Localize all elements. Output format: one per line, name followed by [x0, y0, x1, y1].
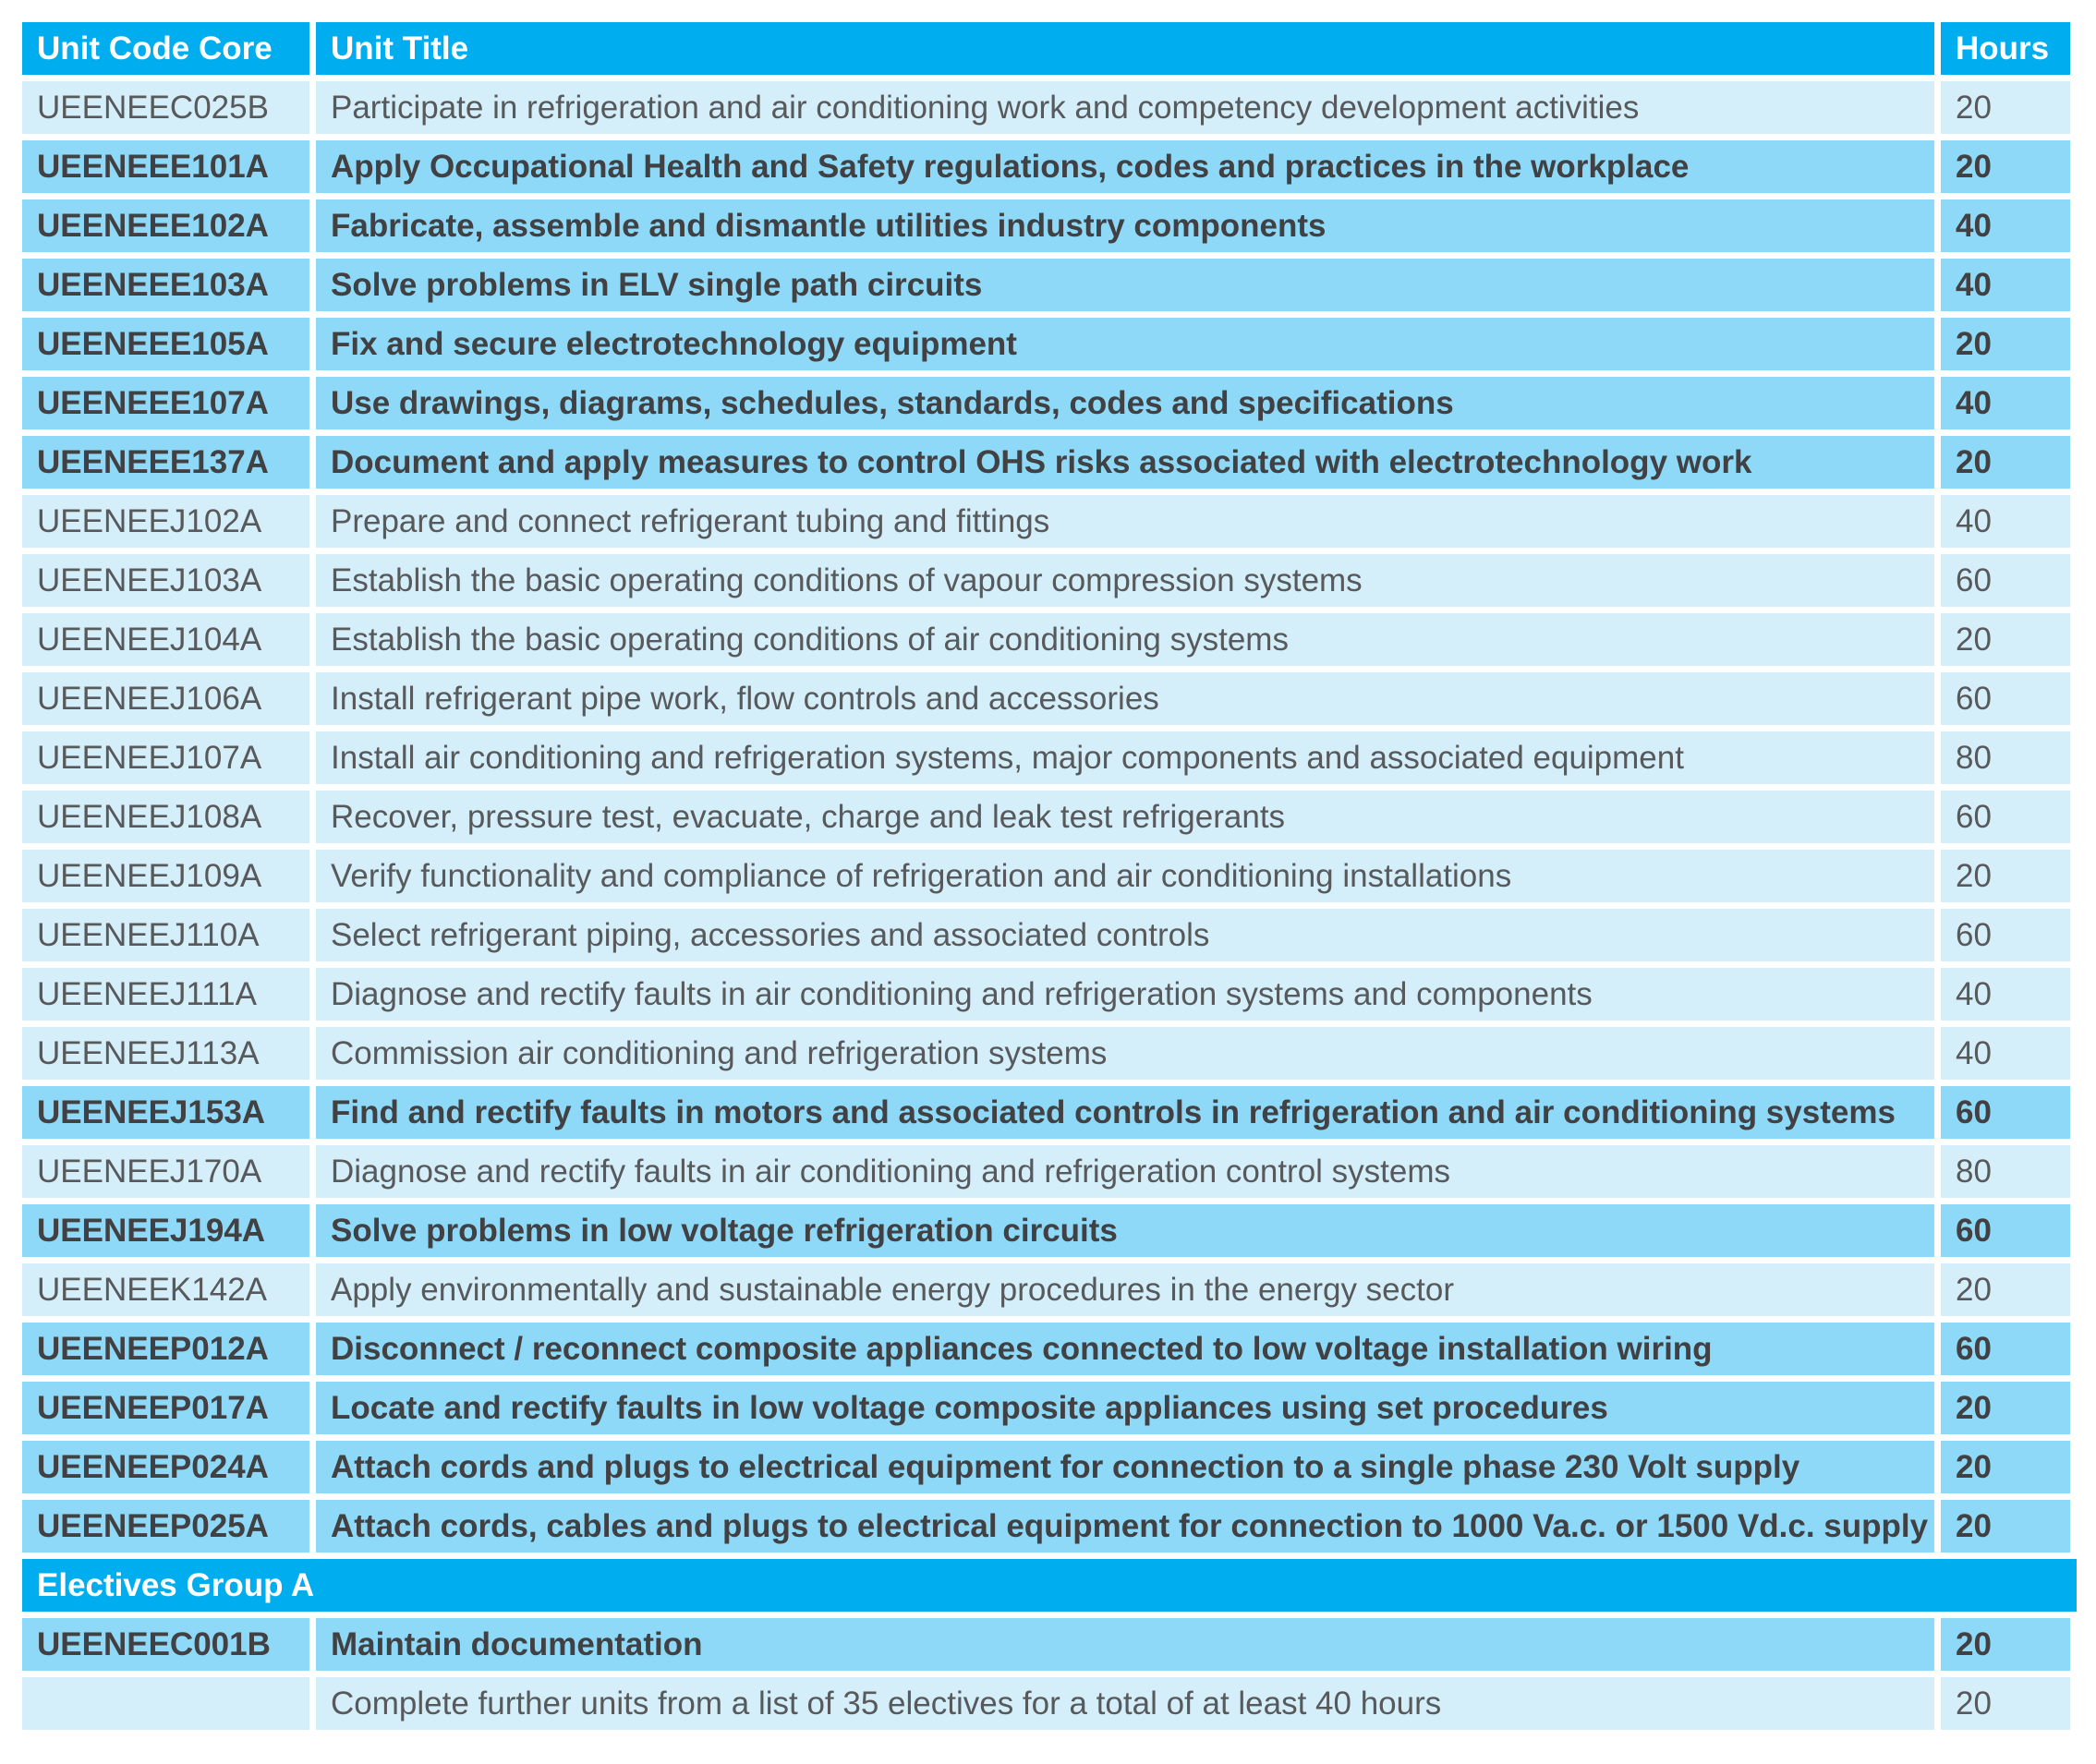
unit-title-cell: Use drawings, diagrams, schedules, standards, codes and specifications [316, 377, 1934, 429]
table-row [22, 259, 2077, 311]
hours-cell: 40 [1941, 495, 2070, 548]
hours-cell: 60 [1941, 791, 2070, 843]
elective-units [22, 1618, 2077, 1730]
hours-cell: 80 [1941, 1145, 2070, 1198]
table-row [22, 1441, 2077, 1493]
unit-title-cell: Apply environmentally and sustainable energy procedures in the energy sector [316, 1263, 1934, 1316]
unit-code-cell: UEENEEJ106A [22, 672, 309, 725]
unit-title-cell: Disconnect / reconnect composite appliances connected to low voltage installation wiring [316, 1323, 1934, 1375]
hours-cell: 20 [1941, 1677, 2070, 1730]
unit-title-cell: Commission air conditioning and refrigeration systems [316, 1027, 1934, 1080]
units-table [22, 22, 2077, 1730]
header-hours: Hours [1941, 22, 2070, 75]
header-unit-title: Unit Title [316, 22, 1934, 75]
hours-cell: 40 [1941, 199, 2070, 252]
table-row [22, 909, 2077, 961]
hours-cell: 60 [1941, 1323, 2070, 1375]
unit-code-cell: UEENEEJ113A [22, 1027, 309, 1080]
table-row [22, 140, 2077, 193]
unit-title-cell: Recover, pressure test, evacuate, charge and leak test refrigerants [316, 791, 1934, 843]
unit-code-cell: UEENEEJ103A [22, 554, 309, 607]
unit-title-cell: Maintain documentation [316, 1618, 1934, 1671]
table-row [22, 1145, 2077, 1198]
unit-title-cell: Document and apply measures to control OHS risks associated with electrotechnology work [316, 436, 1934, 489]
unit-title-cell: Select refrigerant piping, accessories and associated controls [316, 909, 1934, 961]
unit-title-cell: Verify functionality and compliance of refrigeration and air conditioning installations [316, 850, 1934, 902]
hours-cell: 20 [1941, 1263, 2070, 1316]
unit-code-cell: UEENEEP024A [22, 1441, 309, 1493]
table-row [22, 495, 2077, 548]
hours-cell: 40 [1941, 259, 2070, 311]
table-row [22, 436, 2077, 489]
table-row [22, 1263, 2077, 1316]
hours-cell: 60 [1941, 1086, 2070, 1139]
hours-cell: 20 [1941, 140, 2070, 193]
unit-title-cell: Fabricate, assemble and dismantle utilities industry components [316, 199, 1934, 252]
table-row [22, 1500, 2077, 1553]
unit-code-cell: UEENEEK142A [22, 1263, 309, 1316]
unit-code-cell: UEENEEE107A [22, 377, 309, 429]
hours-cell: 20 [1941, 1441, 2070, 1493]
hours-cell: 20 [1941, 613, 2070, 666]
unit-code-cell: UEENEEC001B [22, 1618, 309, 1671]
unit-code-cell: UEENEEC025B [22, 81, 309, 134]
table-row [22, 199, 2077, 252]
hours-cell: 20 [1941, 1500, 2070, 1553]
hours-cell: 20 [1941, 81, 2070, 134]
unit-code-cell: UEENEEP025A [22, 1500, 309, 1553]
electives-heading-row [22, 1559, 2077, 1612]
table-row [22, 81, 2077, 134]
hours-cell: 20 [1941, 436, 2070, 489]
unit-code-cell: UEENEEE101A [22, 140, 309, 193]
table-row [22, 1677, 2077, 1730]
unit-code-cell: UEENEEE105A [22, 318, 309, 370]
table-row [22, 791, 2077, 843]
unit-code-cell: UEENEEJ153A [22, 1086, 309, 1139]
table-row [22, 1618, 2077, 1671]
unit-title-cell: Diagnose and rectify faults in air conditioning and refrigeration systems and components [316, 968, 1934, 1021]
unit-code-cell: UEENEEE137A [22, 436, 309, 489]
table-row [22, 377, 2077, 429]
unit-code-cell: UEENEEE103A [22, 259, 309, 311]
unit-code-cell: UEENEEJ110A [22, 909, 309, 961]
unit-title-cell: Establish the basic operating conditions of air conditioning systems [316, 613, 1934, 666]
core-units [22, 81, 2077, 1553]
unit-title-cell: Establish the basic operating conditions of vapour compression systems [316, 554, 1934, 607]
unit-code-cell: UEENEEJ102A [22, 495, 309, 548]
hours-cell: 40 [1941, 1027, 2070, 1080]
unit-code-cell: UEENEEJ109A [22, 850, 309, 902]
unit-title-cell: Attach cords and plugs to electrical equipment for connection to a single phase 230 Volt supply [316, 1441, 1934, 1493]
table-row [22, 613, 2077, 666]
unit-code-cell: UEENEEJ104A [22, 613, 309, 666]
unit-title-cell: Complete further units from a list of 35 electives for a total of at least 40 hours [316, 1677, 1934, 1730]
hours-cell: 60 [1941, 909, 2070, 961]
table-row [22, 318, 2077, 370]
table-row [22, 968, 2077, 1021]
unit-code-cell: UEENEEE102A [22, 199, 309, 252]
table-row [22, 731, 2077, 784]
hours-cell: 20 [1941, 1382, 2070, 1434]
unit-title-cell: Apply Occupational Health and Safety regulations, codes and practices in the workplace [316, 140, 1934, 193]
unit-title-cell: Find and rectify faults in motors and associated controls in refrigeration and air conditioning systems [316, 1086, 1934, 1139]
table-row [22, 554, 2077, 607]
unit-title-cell: Install air conditioning and refrigeration systems, major components and associated equipment [316, 731, 1934, 784]
unit-title-cell: Locate and rectify faults in low voltage composite appliances using set procedures [316, 1382, 1934, 1434]
unit-title-cell: Solve problems in ELV single path circuits [316, 259, 1934, 311]
unit-code-cell: UEENEEP017A [22, 1382, 309, 1434]
unit-title-cell: Diagnose and rectify faults in air conditioning and refrigeration control systems [316, 1145, 1934, 1198]
table-row [22, 672, 2077, 725]
hours-cell: 20 [1941, 850, 2070, 902]
unit-title-cell: Prepare and connect refrigerant tubing and fittings [316, 495, 1934, 548]
unit-title-cell: Install refrigerant pipe work, flow controls and accessories [316, 672, 1934, 725]
hours-cell: 20 [1941, 1618, 2070, 1671]
unit-code-cell: UEENEEJ111A [22, 968, 309, 1021]
hours-cell: 20 [1941, 318, 2070, 370]
table-row [22, 850, 2077, 902]
hours-cell: 40 [1941, 968, 2070, 1021]
table-row [22, 1204, 2077, 1257]
table-row [22, 1027, 2077, 1080]
table-header [22, 22, 2077, 75]
unit-code-cell: UEENEEJ170A [22, 1145, 309, 1198]
hours-cell: 60 [1941, 672, 2070, 725]
unit-title-cell: Attach cords, cables and plugs to electrical equipment for connection to 1000 Va.c. or 1500 Vd.c. supply [316, 1500, 1934, 1553]
hours-cell: 80 [1941, 731, 2070, 784]
table-row [22, 1086, 2077, 1139]
table-row [22, 1382, 2077, 1434]
electives-heading: Electives Group A [22, 1559, 2077, 1612]
unit-title-cell: Participate in refrigeration and air conditioning work and competency development activities [316, 81, 1934, 134]
unit-title-cell: Fix and secure electrotechnology equipment [316, 318, 1934, 370]
hours-cell: 60 [1941, 554, 2070, 607]
table-row [22, 1323, 2077, 1375]
unit-title-cell: Solve problems in low voltage refrigeration circuits [316, 1204, 1934, 1257]
hours-cell: 40 [1941, 377, 2070, 429]
unit-code-cell: UEENEEJ194A [22, 1204, 309, 1257]
unit-code-cell [22, 1677, 309, 1730]
header-unit-code: Unit Code Core [22, 22, 309, 75]
hours-cell: 60 [1941, 1204, 2070, 1257]
unit-code-cell: UEENEEJ108A [22, 791, 309, 843]
unit-code-cell: UEENEEP012A [22, 1323, 309, 1375]
unit-code-cell: UEENEEJ107A [22, 731, 309, 784]
